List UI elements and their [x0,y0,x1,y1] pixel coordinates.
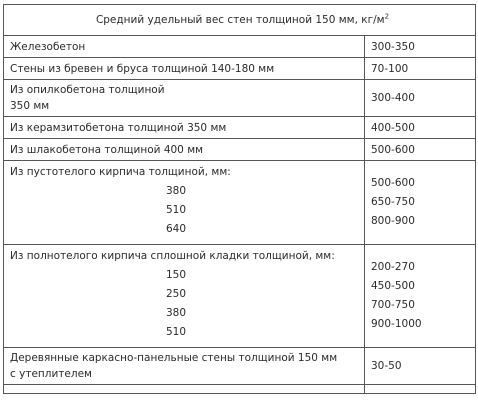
material-line: Из пустотелого кирпича толщиной, мм: [10,166,231,178]
thickness-value: 380 [166,307,187,319]
weight-cell: 400-500 [365,117,476,139]
weight-value: 700-750 [371,299,415,311]
material-line: Из опилкобетона толщиной [10,84,165,96]
weight-value: 650-750 [371,196,415,208]
material-cell: Из керамзитобетона толщиной 350 мм [4,117,365,139]
material-line: Из полнотелого кирпича сплошной кладки толщиной, мм: [10,250,335,262]
table-row [4,117,476,139]
table-title-superscript: 2 [384,12,390,21]
material-cell: Стены из бревен и бруса толщиной 140-180 мм [4,58,365,80]
weight-value: 900-1000 [371,318,422,330]
weight-value: 450-500 [371,280,415,292]
table-header-row [4,5,476,36]
table-row [4,139,476,161]
weight-cell [365,245,476,348]
weight-cell [365,161,476,245]
table-title [4,5,476,36]
material-line: 350 мм [10,100,50,112]
material-cell [4,348,365,385]
material-cell [4,245,365,348]
weight-value: 800-900 [371,215,415,227]
weight-value: 500-600 [371,177,415,189]
empty-cell [365,385,476,394]
table-row [4,36,476,58]
material-cell: Из шлакобетона толщиной 400 мм [4,139,365,161]
material-cell [4,161,365,245]
material-line: Деревянные каркасно-панельные стены толщиной 150 мм [10,352,338,364]
weight-value: 200-270 [371,261,415,273]
thickness-value: 250 [166,288,187,300]
table-title-text: Средний удельный вес стен толщиной 150 мм, кг/м [95,14,385,26]
table-row [4,161,476,245]
table-row-partial [4,385,476,394]
thickness-value: 510 [166,326,187,338]
thickness-value: 150 [166,269,187,281]
material-cell [4,80,365,117]
material-cell: Железобетон [4,36,365,58]
thickness-value: 510 [166,204,187,216]
table-row [4,245,476,348]
weight-cell: 30-50 [365,348,476,385]
empty-cell [4,385,365,394]
weight-cell: 300-400 [365,80,476,117]
material-line: с утеплителем [10,368,92,380]
weight-cell: 500-600 [365,139,476,161]
table-row [4,58,476,80]
wall-weight-table [3,4,476,394]
table-row [4,80,476,117]
thickness-value: 380 [166,185,187,197]
table-row [4,348,476,385]
weight-cell: 70-100 [365,58,476,80]
weight-cell: 300-350 [365,36,476,58]
thickness-value: 640 [166,223,187,235]
